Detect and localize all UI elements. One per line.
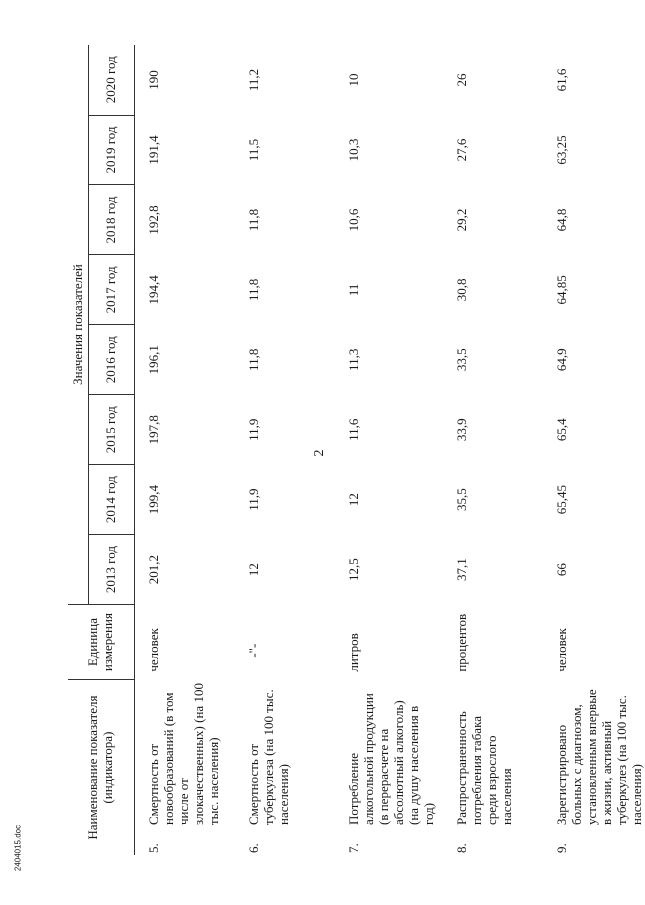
name-column-header: Наименование показателя (индикатора): [68, 680, 135, 855]
value-cell: 10,3: [346, 138, 361, 162]
file-name-footer: 2404015.doc: [13, 824, 23, 872]
indicator-cell: [135, 680, 236, 855]
value-cell: 63,25: [554, 135, 569, 165]
value-cell: 10: [346, 73, 361, 87]
indicator-cell: [335, 680, 443, 855]
value-cell: 29,2: [454, 208, 469, 232]
indicator-cell: [235, 680, 335, 855]
indicator-cell: [543, 680, 645, 855]
year-header-2014: 2014 год: [89, 465, 135, 535]
value-cell: 197,8: [146, 415, 161, 445]
unit-cell: человек: [554, 628, 569, 672]
unit-cell: человек: [146, 628, 161, 672]
unit-cell: литров: [346, 633, 361, 672]
indicator-cell: [443, 680, 543, 855]
unit-cell: процентов: [454, 613, 469, 672]
value-cell: 11,2: [246, 68, 261, 92]
value-cell: 33,5: [454, 348, 469, 372]
value-cell: 65,45: [554, 485, 569, 515]
year-header-2018: 2018 год: [89, 185, 135, 255]
value-cell: 10,6: [346, 208, 361, 232]
value-cell: 11,8: [246, 208, 261, 232]
year-header-2015: 2015 год: [89, 395, 135, 465]
year-header-2013: 2013 год: [89, 535, 135, 605]
value-cell: 191,4: [146, 135, 161, 165]
value-cell: 11,8: [246, 348, 261, 371]
value-cell: 12,5: [346, 558, 361, 581]
value-cell: 26: [454, 73, 469, 87]
indicators-table: [68, 45, 645, 855]
value-cell: 11,9: [246, 488, 261, 511]
indicators-table-rotated: [68, 45, 644, 855]
value-cell: 196,1: [146, 345, 161, 375]
row-number: 6.: [246, 843, 261, 853]
value-cell: 192,8: [146, 205, 161, 235]
row-number: 7.: [346, 843, 361, 853]
value-cell: 11,5: [246, 138, 261, 162]
table-row: [235, 45, 335, 855]
year-header-2017: 2017 год: [89, 255, 135, 325]
value-cell: 33,9: [454, 418, 469, 442]
value-cell: 61,6: [554, 68, 569, 92]
indicator-name: Зарегистрировано больных с диагнозом, установленным впервые в жизни, активный туберкулез (на 100 тыс. населения): [554, 689, 644, 825]
table-row: [443, 45, 543, 855]
row-number: 8.: [454, 843, 469, 853]
value-cell: 194,4: [146, 275, 161, 305]
value-cell: 11,9: [246, 418, 261, 441]
value-cell: 65,4: [554, 418, 569, 442]
value-cell: 12: [346, 493, 361, 507]
table-row: [335, 45, 443, 855]
value-cell: 199,4: [146, 485, 161, 515]
value-cell: 12: [246, 563, 261, 577]
value-cell: 35,5: [454, 488, 469, 512]
value-cell: 64,85: [554, 275, 569, 305]
indicator-name: Потребление алкогольной продукции (в перерасчете на абсолютный алкоголь) (на душу населения в год): [346, 693, 436, 825]
value-cell: 11,8: [246, 278, 261, 302]
table-row: [135, 45, 236, 855]
year-header-2019: 2019 год: [89, 115, 135, 185]
page-number: 2: [312, 449, 327, 457]
indicator-name: Смертность от туберкулеза (на 100 тыс. населения): [246, 689, 291, 825]
indicator-name: Распространенность потребления табака среди взрослого населения: [454, 711, 514, 825]
year-header-2016: 2016 год: [89, 325, 135, 395]
value-cell: 64,9: [554, 348, 569, 372]
unit-column-header: Единица измерения: [68, 605, 135, 680]
year-header-2020: 2020 год: [89, 45, 135, 115]
table-row: [543, 45, 645, 855]
row-number: 9.: [554, 843, 569, 853]
value-cell: 201,2: [146, 554, 161, 585]
values-group-header: Значения показателей: [68, 45, 89, 605]
value-cell: 11,6: [346, 418, 361, 441]
value-cell: 190: [146, 70, 161, 90]
value-cell: 30,8: [454, 278, 469, 302]
value-cell: 37,1: [454, 558, 469, 581]
value-cell: 11,3: [346, 348, 361, 371]
value-cell: 64,8: [554, 208, 569, 232]
value-cell: 11: [346, 283, 361, 297]
unit-cell: -"-: [246, 643, 261, 658]
value-cell: 66: [554, 563, 569, 577]
indicator-name: Смертность от новообразований (в том числе от злокачественных) (на 100 тыс. населения): [146, 683, 221, 825]
row-number: 5.: [146, 843, 161, 853]
indicators-table-container: [68, 45, 644, 855]
table-header: [68, 45, 135, 855]
table-body: [135, 45, 645, 855]
value-cell: 27,6: [454, 138, 469, 162]
